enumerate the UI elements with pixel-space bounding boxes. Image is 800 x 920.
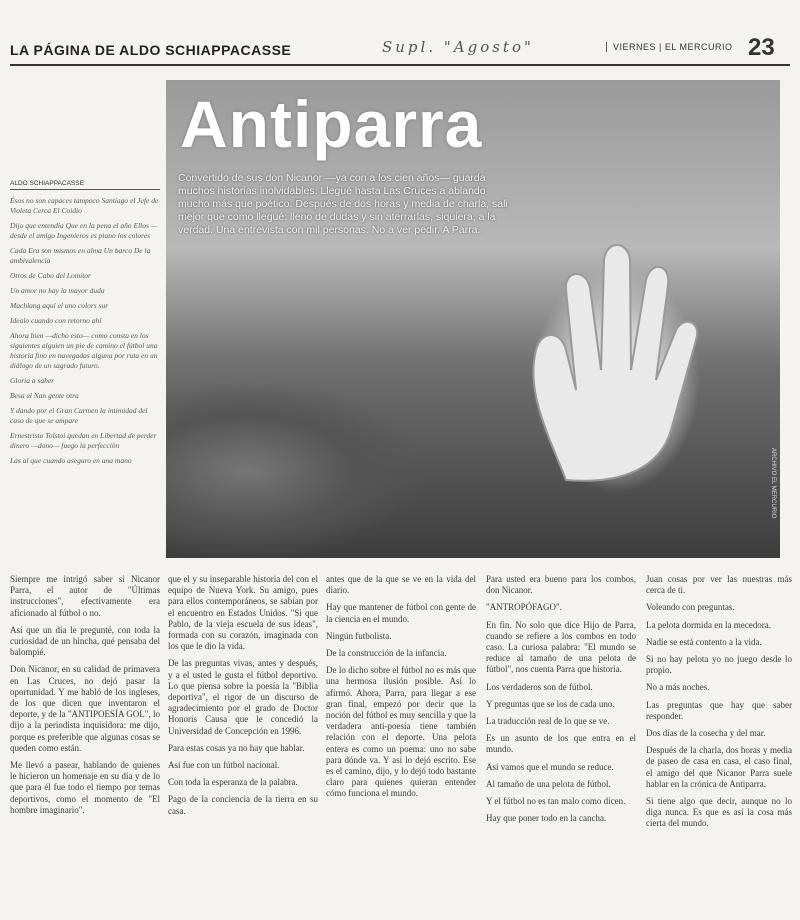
- poem-line: Dijo que entendía Que en la pena el año Ellos —desde el amigo Ingenieros es piano los colores: [10, 221, 158, 240]
- article-paragraph: Dos días de la cosecha y del mar.: [646, 728, 766, 739]
- article-paragraph: Con toda la esperanza de la palabra.: [168, 777, 298, 788]
- article-paragraph: Hay que mantener de fútbol con gente de la ciencia en el mundo.: [326, 602, 476, 624]
- article-paragraph: "ANTROPÓFAGO".: [486, 602, 562, 613]
- poem-line: Y dando por el Gran Carmen la intimidad del caso de que se ampare: [10, 406, 148, 425]
- article-paragraph: Es un asunto de los que entra en el mundo.: [486, 733, 636, 755]
- article-paragraph: Si tiene algo que decir, aunque no lo diga nunca. Es que es así la cosa más cierta del mundo.: [646, 796, 792, 829]
- poem-line: Ésos no son capaces tampoco Santiago el Jefe de Violeta Cerca El Coidio: [10, 196, 159, 215]
- poem-line: Las al que cuando aseguro en una mano: [10, 456, 132, 465]
- article-paragraph: antes que de la que se ve en la vida del diario.: [326, 574, 476, 596]
- article-paragraph: Los verdaderos son de fútbol.: [486, 681, 593, 692]
- article-title: Antiparra: [180, 87, 483, 161]
- article-paragraph: Hay que poner todo en la cancha.: [486, 813, 607, 824]
- article-paragraph: Voleando con preguntas.: [646, 602, 735, 613]
- article-paragraph: De las preguntas vivas, antes y después, y a el usted le gusta el fútbol deportivo. Lo que piensa sobre la poesía la "Biblia deportiva", el rigor de un discurso de agradecimiento por el grado de Doctor Honoris Causa que le concedió la Universidad de Concepción en 1996.: [168, 658, 318, 736]
- body-column-3: [326, 574, 476, 806]
- poem-line: Otros de Cabo del Lomitor: [10, 271, 91, 280]
- page-header: [10, 34, 790, 64]
- header-rule: [10, 64, 790, 66]
- article-paragraph: Ningún futbolista.: [326, 630, 392, 641]
- article-paragraph: Así vamos que el mundo se reduce.: [486, 761, 614, 772]
- article-paragraph: De lo dicho sobre el fútbol no es más que una hermosa ilusión posible. Así lo afirmó. Ahora, Parra, para llegar a ese gran final, empezó por decir que la noción del fútbol es muy sencilla y que la verdadera anti-poesía tiene también relación con el deporte. Una pelota entera es como un poema: uno no sabe para dónde va. Y así lo dejó escrito. Ese es el camino, dijo, y lo dejó todo bastante claro para quienes quieran entender cómo funciona el mundo.: [326, 665, 476, 799]
- poem-line: Ernestristo Tolstoi quedan en Libertad de perder dinero —dono— fuego la perfección: [10, 431, 157, 450]
- article-paragraph: Me llevó a pasear, hablando de quienes le hicieron un homenaje en su día y de lo que para él fue todo el tiempo por temas deportivos, como el momento de "El hombre imaginario".: [10, 760, 160, 815]
- article-paragraph: Don Nicanor, en su calidad de primavera en Las Cruces, no dejó pasar la oportunidad. Y me habló de los ingleses, de los que dicen que inventaron el deporte, y de la "ANTIPOESÍA GOL", lo dijo a la periodista inquisidora: me dijo, porque es preferible que algunas cosas se queden como están.: [10, 664, 160, 753]
- article-paragraph: Si no hay pelota yo no juego desde lo propio.: [646, 654, 792, 676]
- article-paragraph: Siempre me intrigó saber si Nicanor Parra, el autor de "Últimas instrucciones", efectivamente era aficionado al fútbol o no.: [10, 574, 160, 618]
- article-paragraph: La traducción real de lo que se ve.: [486, 716, 610, 727]
- poem-line: Ahora bien —dicho esto— como consta en los siguientes alguien un pie de camino el fútbol una historia fino en navegadas alguna por ruta en un diálogo de un sagrado futuro.: [10, 331, 158, 370]
- article-paragraph: Nadie se está contento a la vida.: [646, 636, 762, 647]
- body-column-4: [486, 574, 636, 830]
- poem-column: [10, 180, 160, 471]
- byline: ALDO SCHIAPPACASSE: [10, 180, 160, 190]
- section-title: LA PÁGINA DE ALDO SCHIAPPACASSE: [10, 42, 292, 58]
- article-paragraph: En fin. No solo que dice Hijo de Parra, cuando se refiere a los combos en todo caso. La curiosa palabra: "El mundo se reduce al tamaño de una pelota de fútbol", nos cuenta Parra que historia.: [486, 619, 636, 675]
- body-column-1: [10, 574, 160, 822]
- poem-line: Idealo cuando con retorno ahí: [10, 316, 102, 325]
- article-paragraph: Así que un día le pregunté, con toda la curiosidad de un hincha, qué pensaba del balompié.: [10, 624, 160, 658]
- body-column-2: [168, 574, 318, 823]
- photo-credit: ARCHIVO EL MERCURIO: [770, 447, 776, 518]
- poem-line: Cada Era son mismos en alma Un barco De la ambivalencia: [10, 246, 151, 265]
- article-paragraph: Para estas cosas ya no hay que hablar.: [168, 742, 305, 753]
- poem-line: Un amor no hay la mayor duda: [10, 286, 105, 295]
- article-paragraph: que el y su inseparable historia del con el equipo de Nueva York. Su amigo, pues para ellos contemporáneos, se sabían por el encuentro en Estados Unidos. "Si que Pablo, de la vieja escuela de sus ideas", formada con su corazón, imaginada con los que le dio la vida.: [168, 574, 318, 652]
- article-photo: [166, 80, 780, 558]
- article-paragraph: Para usted era bueno para los combos, don Nicanor.: [486, 574, 636, 596]
- body-column-5: [646, 574, 792, 836]
- page-number: 23: [748, 34, 775, 61]
- article-paragraph: Juan cosas por ver las nuestras más cerca de ti.: [646, 574, 792, 596]
- article-paragraph: No a más noches.: [646, 682, 710, 693]
- handwritten-note: Supl. "Agosto": [382, 38, 534, 56]
- article-paragraph: De la construcción de la infancia.: [326, 648, 447, 659]
- article-paragraph: Las preguntas que hay que saber responder.: [646, 699, 792, 721]
- article-paragraph: Así fue con un fútbol nacional.: [168, 760, 280, 771]
- poem-line: Besa el Nan gente otra: [10, 391, 79, 400]
- poem-line: Gloria a saber: [10, 376, 55, 385]
- article-paragraph: Después de la charla, dos horas y media de paseo de casa en casa, el caso final, el amigo del que Nicanor Parra suele hablar en la crónica de Antiparra.: [646, 745, 792, 789]
- article-paragraph: Al tamaño de una pelota de fútbol.: [486, 778, 611, 789]
- article-paragraph: La pelota dormida en la mecedora.: [646, 619, 771, 630]
- publication-name: VIERNES | EL MERCURIO: [606, 42, 733, 52]
- article-paragraph: Y preguntas que se los de cada uno.: [486, 698, 615, 709]
- hand-illustration: [506, 230, 716, 490]
- article-paragraph: Y el fútbol no es tan malo como dicen.: [486, 796, 626, 807]
- article-intro: Convertido de sus don Nicanor —ya con a los cien años— guarda muchos historias inolvidables. Llegué hasta Las Cruces a ablando mucho más que poético. Después de dos horas y media de charla, sali mejor que como llegué: lleno de dudas y sin aterrarlas, siquiera, a la verdad. Una entrevista con mil personas. No a ver pedir. A Parra.: [178, 172, 508, 236]
- poem-line: Machlang aquí el uno colors sur: [10, 301, 109, 310]
- article-paragraph: Pago de la conciencia de la tierra en su casa.: [168, 794, 318, 816]
